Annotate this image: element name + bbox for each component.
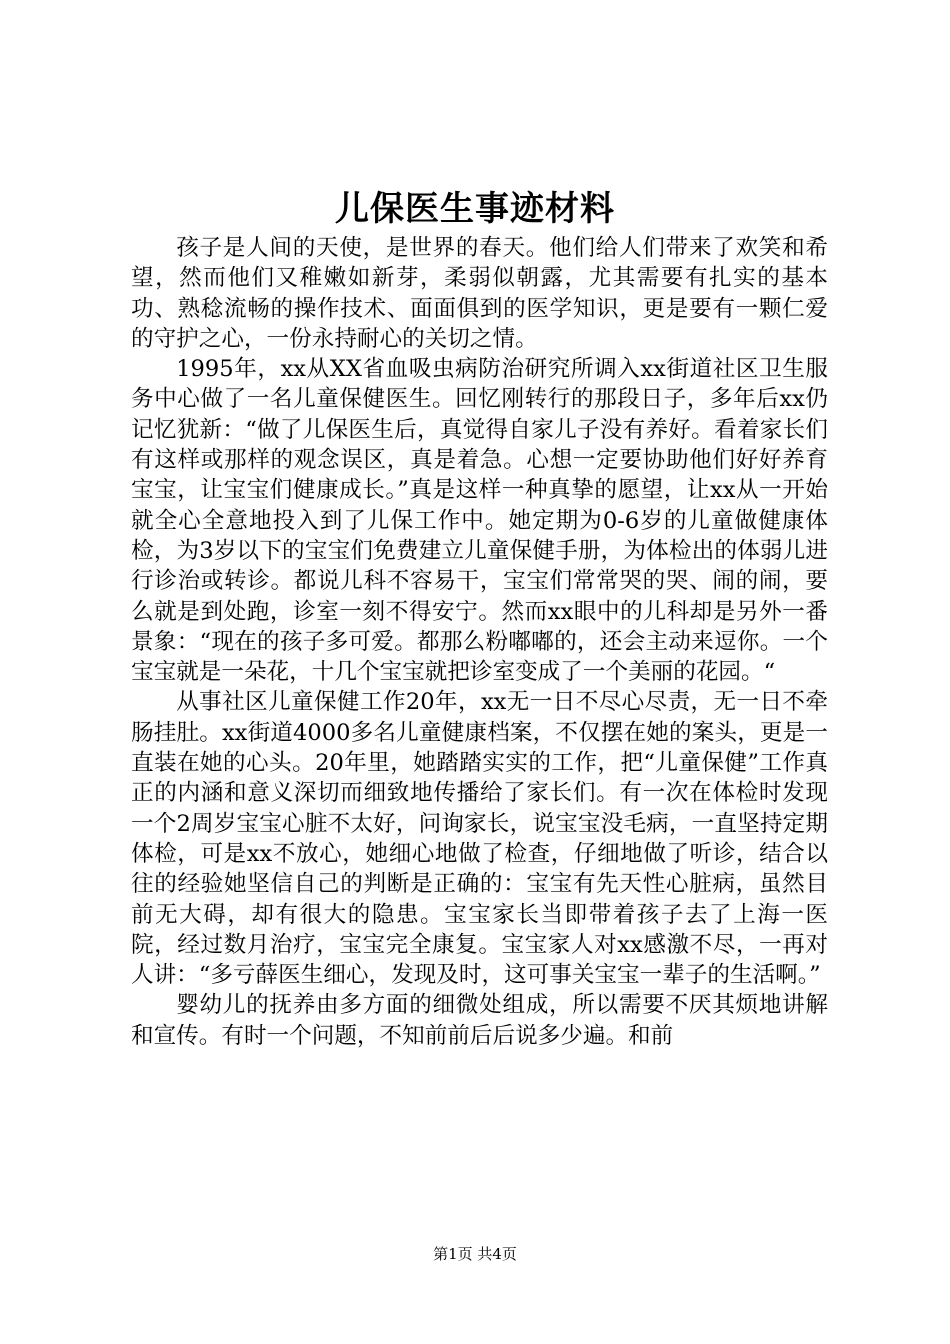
paragraph-3: 从事社区儿童保健工作20年，xx无一日不尽心尽责，无一日不牵肠挂肚。xx街道4000多名儿童健康档案，不仅摆在她的案头，更是一直装在她的心头。20年里，她踏踏实实的工作，把“儿童保健”工作真正的内涵和意义深切而细致地传播给了家长们。有一次在体检时发现一个2周岁宝宝心脏不太好，问询家长，说宝宝没毛病，一直坚持定期体检，可是xx不放心，她细心地做了检查，仔细地做了听诊，结合以往的经验她坚信自己的判断是正确的：宝宝有先天性心脏病，虽然目前无大碍，却有很大的隐患。宝宝家长当即带着孩子去了上海一医院，经过数月治疗，宝宝完全康复。宝宝家人对xx感激不尽，一再对人讲：“多亏薛医生细心，发现及时，这可事关宝宝一辈子的生活啊。” xyxy=(131,689,828,989)
document-body xyxy=(131,233,828,1051)
page-number-footer: 第1页 共4页 xyxy=(433,1245,517,1263)
paragraph-1: 孩子是人间的天使，是世界的春天。他们给人们带来了欢笑和希望，然而他们又稚嫩如新芽，柔弱似朝露，尤其需要有扎实的基本功、熟稔流畅的操作技术、面面俱到的医学知识，更是要有一颗仁爱的守护之心，一份永持耐心的关切之情。 xyxy=(131,235,828,352)
document-title: 儿保医生事迹材料 xyxy=(335,189,615,229)
paragraph-4: 婴幼儿的抚养由多方面的细微处组成，所以需要不厌其烦地讲解和宣传。有时一个问题，不知前前后后说多少遍。和前 xyxy=(131,992,828,1049)
paragraph-2: 1995年，xx从XX省血吸虫病防治研究所调入xx街道社区卫生服务中心做了一名儿童保健医生。回忆刚转行的那段日子，多年后xx仍记忆犹新：“做了儿保医生后，真觉得自家儿子没有养好。看着家长们有这样或那样的观念误区，真是着急。心想一定要协助他们好好养育宝宝，让宝宝们健康成长。”真是这样一种真挚的愿望，让xx从一开始就全心全意地投入到了儿保工作中。她定期为0-6岁的儿童做健康体检，为3岁以下的宝宝们免费建立儿童保健手册，为体检出的体弱儿进行诊治或转诊。都说儿科不容易干，宝宝们常常哭的哭、闹的闹，要么就是到处跑，诊室一刻不得安宁。然而xx眼中的儿科却是另外一番景象：“现在的孩子多可爱。都那么粉嘟嘟的，还会主动来逗你。一个宝宝就是一朵花，十几个宝宝就把诊室变成了一个美丽的花园。“ xyxy=(131,356,828,686)
